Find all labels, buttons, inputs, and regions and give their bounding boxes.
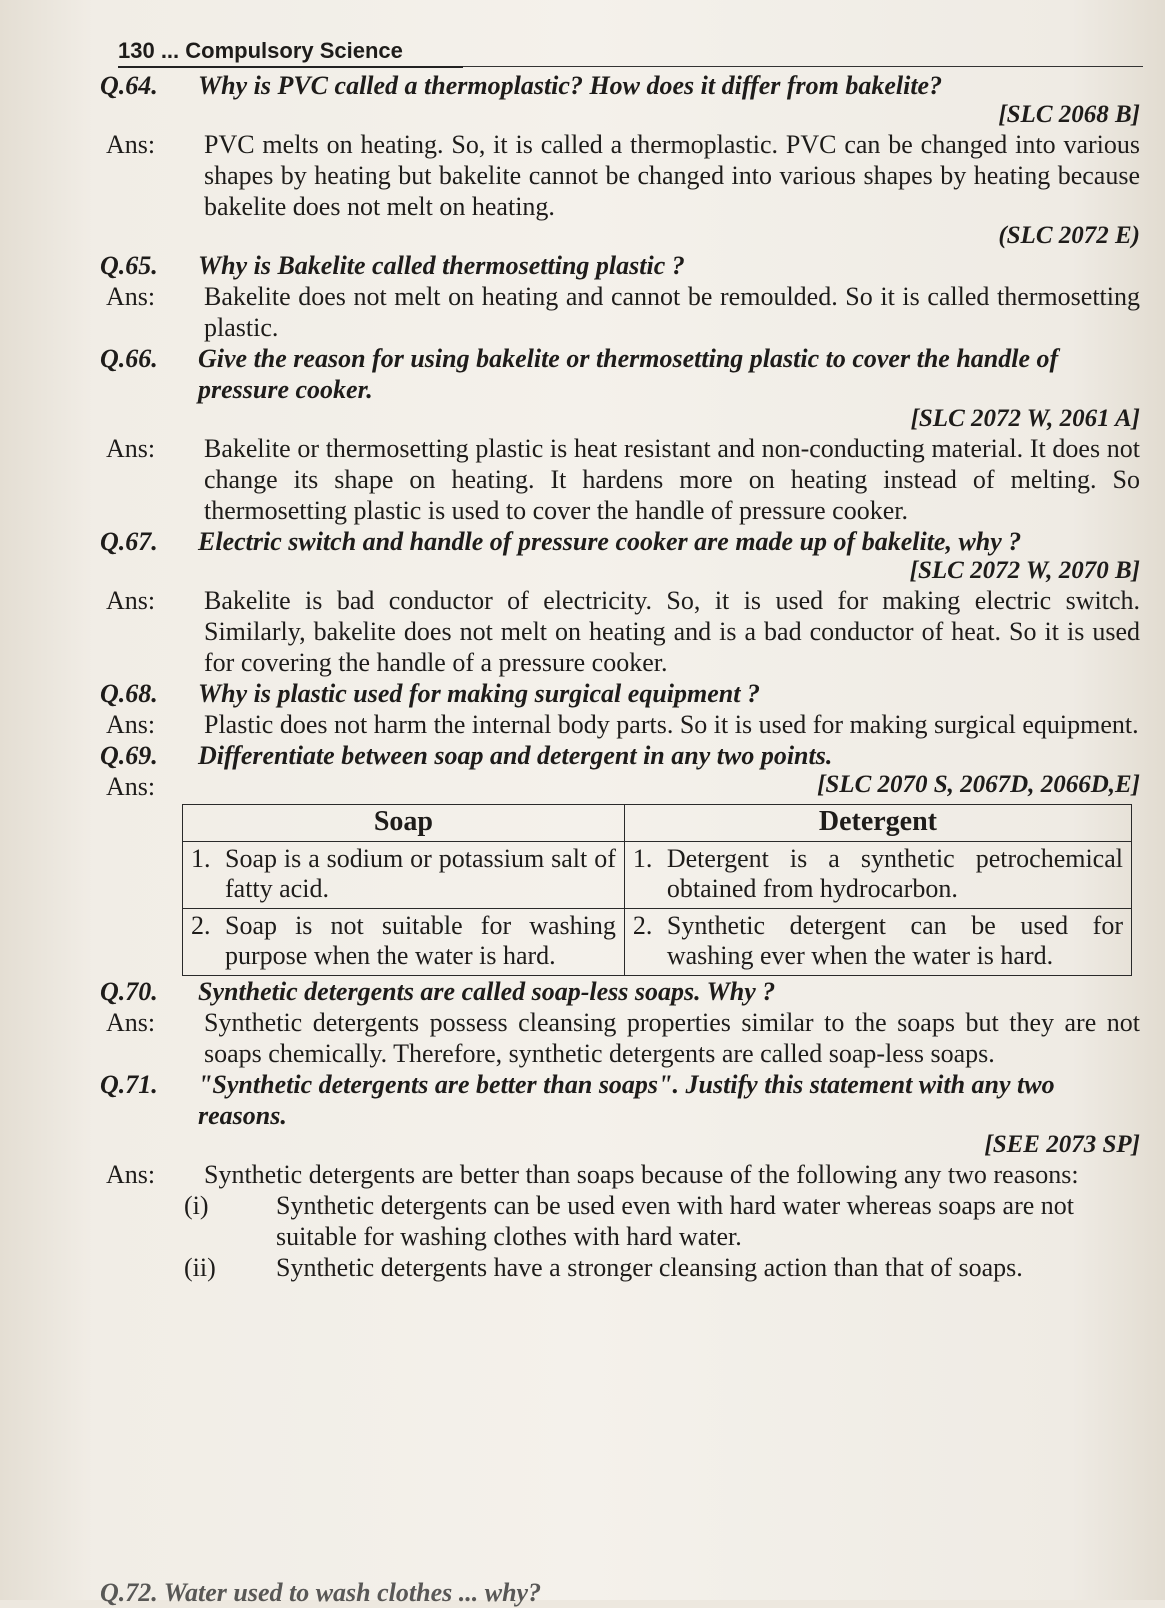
cut-off-question-72: Q.72. Water used to wash clothes ... why?: [100, 1578, 542, 1607]
table-cell: [183, 909, 625, 976]
table-cell: [624, 909, 1131, 976]
list-item: [184, 1252, 1140, 1283]
page-content: [100, 70, 1140, 1283]
cell-text: Soap is not suitable for washing purpose when the water is hard.: [225, 911, 616, 970]
answer-text: Synthetic detergents possess cleansing properties similar to the soaps but they are not soaps chemically. Therefore, synthetic detergents are called soap-less soaps.: [204, 1008, 1140, 1068]
question-label: Q.69.: [100, 741, 158, 770]
question-label: Q.64.: [100, 71, 158, 100]
qa-70: [100, 976, 1140, 1069]
column-header-detergent: Detergent: [624, 805, 1131, 842]
row-number: 1.: [632, 844, 653, 873]
question-reference: [SLC 2072 W, 2070 B]: [909, 557, 1140, 584]
qa-67: [100, 526, 1140, 678]
table-header-row: [183, 805, 1132, 842]
answer-label: Ans:: [106, 130, 156, 159]
question-reference: [SLC 2070 S, 2067D, 2066D,E]: [817, 771, 1140, 798]
table-row: [183, 909, 1132, 976]
answer-label: Ans:: [106, 710, 156, 739]
qa-68: [100, 678, 1140, 740]
question-text: Why is Bakelite called thermosetting plastic ?: [198, 251, 685, 280]
question-label: Q.71.: [100, 1070, 158, 1099]
answer-label: Ans:: [106, 586, 156, 615]
question-label: Q.67.: [100, 527, 158, 556]
question-text: Synthetic detergents are called soap-less soaps. Why ?: [198, 977, 776, 1006]
question-label: Q.70.: [100, 977, 158, 1006]
cell-text: Synthetic detergent can be used for washing ever when the water is hard.: [666, 911, 1123, 970]
question-text: Electric switch and handle of pressure cooker are made up of bakelite, why ?: [198, 527, 1022, 556]
point-text: Synthetic detergents have a stronger cleansing action than that of soaps.: [276, 1253, 1023, 1282]
answer-text: Bakelite or thermosetting plastic is heat resistant and non-conducting material. It does not change its shape on heating. It hardens more on heating instead of melting. So thermosetting plastic is used to cover the handle of pressure cooker.: [204, 434, 1140, 525]
cell-text: Soap is a sodium or potassium salt of fatty acid.: [225, 844, 616, 903]
question-reference: [SLC 2068 B]: [998, 101, 1140, 128]
page-header: 130 ... Compulsory Science: [118, 38, 463, 68]
question-reference: (SLC 2072 E): [998, 222, 1140, 249]
question-label: Q.68.: [100, 679, 158, 708]
question-text: Why is PVC called a thermoplastic? How does it differ from bakelite?: [198, 71, 943, 100]
answer-label: Ans:: [106, 1008, 156, 1037]
answer-label: Ans:: [106, 282, 156, 311]
answer-label: Ans:: [106, 772, 156, 801]
point-number: (ii): [184, 1253, 216, 1282]
table-row: [183, 842, 1132, 909]
answer-text: Synthetic detergents are better than soaps because of the following any two reasons:: [204, 1160, 1079, 1189]
header-rule: [463, 66, 1143, 67]
row-number: 1.: [191, 844, 211, 873]
qa-66: [100, 343, 1140, 526]
list-item: [184, 1190, 1140, 1252]
answer-text: Bakelite does not melt on heating and cannot be remoulded. So it is called thermosetting plastic.: [204, 282, 1140, 342]
question-text: Give the reason for using bakelite or thermosetting plastic to cover the handle of pressure cooker.: [198, 344, 1059, 404]
point-number: (i): [184, 1191, 209, 1220]
qa-71: [100, 1069, 1140, 1283]
table-cell: [183, 842, 625, 909]
question-label: Q.65.: [100, 251, 158, 280]
question-text: Differentiate between soap and detergent in any two points.: [198, 741, 833, 770]
question-text: Why is plastic used for making surgical equipment ?: [198, 679, 760, 708]
point-text: Synthetic detergents can be used even with hard water whereas soaps are not suitable for washing clothes with hard water.: [276, 1191, 1075, 1251]
row-number: 2.: [632, 911, 653, 940]
table-cell: [624, 842, 1131, 909]
qa-64: [100, 70, 1140, 222]
question-reference: [SLC 2072 W, 2061 A]: [910, 405, 1140, 432]
answer-label: Ans:: [106, 1160, 156, 1189]
question-reference: [SEE 2073 SP]: [984, 1131, 1140, 1158]
answer-text: Bakelite is bad conductor of electricity. So, it is used for making electric switch. Similarly, bakelite does not melt on heating and is a bad conductor of heat. So it is used for covering the handle of a pressure cooker.: [204, 586, 1140, 677]
column-header-soap: Soap: [183, 805, 625, 842]
answer-text: PVC melts on heating. So, it is called a thermoplastic. PVC can be changed into various shapes by heating but bakelite cannot be changed into various shapes by heating because bakelite does not melt on heating.: [204, 130, 1140, 221]
answer-label: Ans:: [106, 434, 156, 463]
question-label: Q.66.: [100, 344, 158, 373]
cell-text: Detergent is a synthetic petrochemical obtained from hydrocarbon.: [666, 844, 1123, 903]
soap-detergent-table: [182, 804, 1132, 976]
qa-65: [100, 222, 1140, 343]
answer-text: Plastic does not harm the internal body parts. So it is used for making surgical equipment.: [204, 710, 1139, 739]
row-number: 2.: [191, 911, 211, 940]
qa-69: [100, 740, 1140, 976]
question-text: "Synthetic detergents are better than soaps". Justify this statement with any two reasons.: [198, 1070, 1055, 1130]
